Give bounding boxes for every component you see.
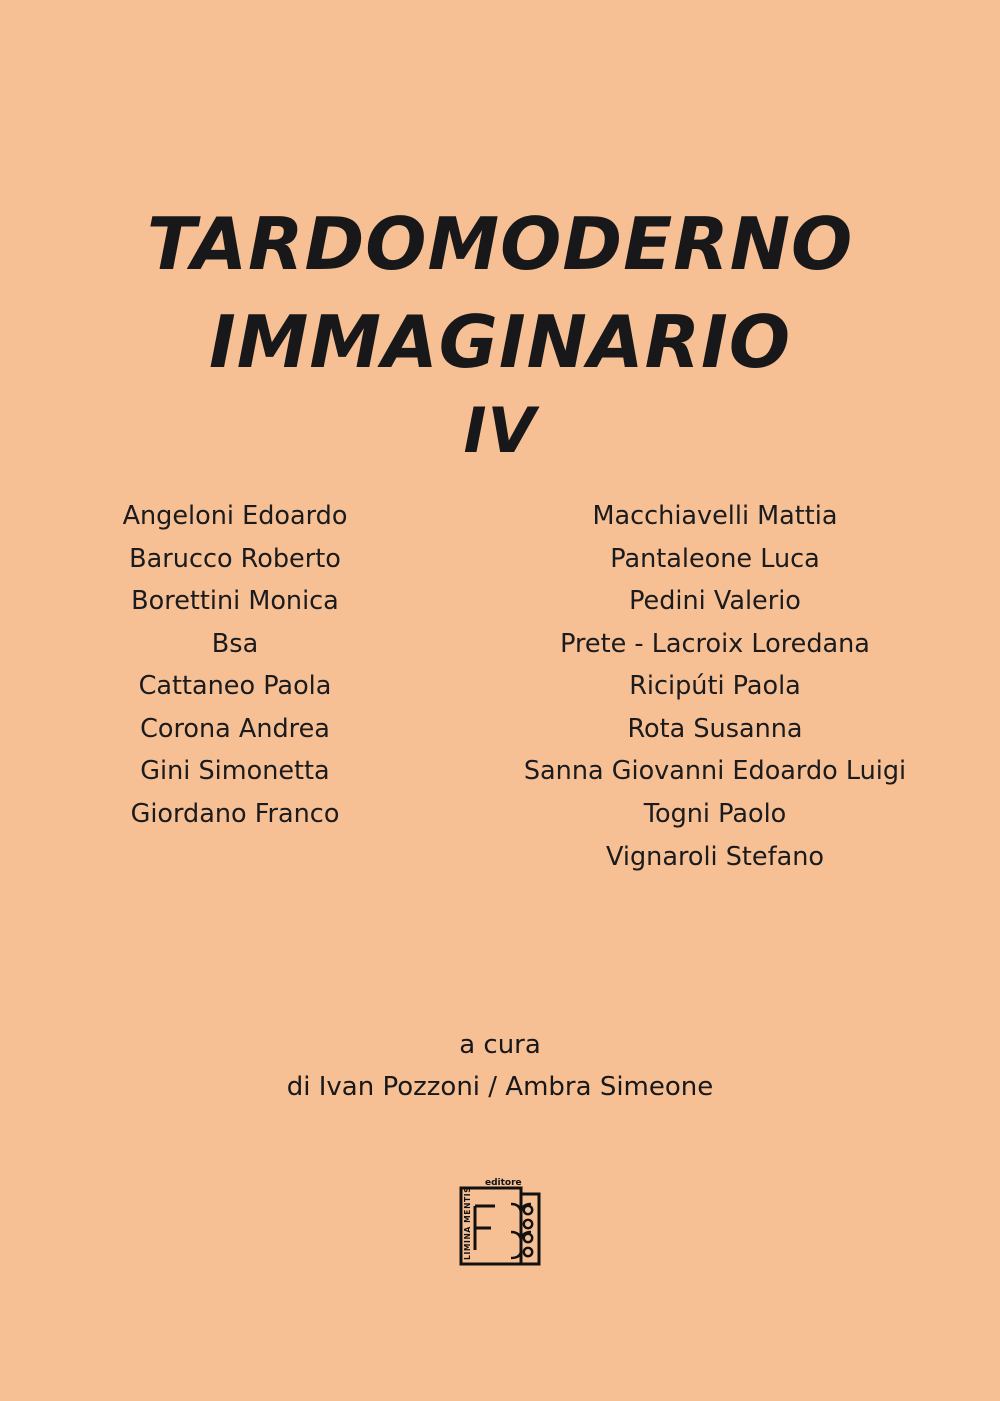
contributors-list — [0, 495, 1000, 878]
list-item: Ricipúti Paola — [629, 671, 801, 702]
title-volume-number: IV — [463, 393, 537, 467]
title-line-1: TARDOMODERNO — [146, 202, 854, 286]
contributors-column-left — [25, 495, 455, 836]
list-item: Corona Andrea — [140, 713, 330, 744]
list-item: Barucco Roberto — [129, 543, 341, 574]
list-item: Pantaleone Luca — [610, 543, 820, 574]
svg-text:LIMINA MENTIS: LIMINA MENTIS — [463, 1186, 472, 1260]
list-item: Gini Simonetta — [140, 756, 330, 787]
limina-mentis-editore-logo-icon — [449, 1172, 551, 1272]
list-item: Vignaroli Stefano — [606, 841, 824, 872]
contributors-column-right — [455, 495, 975, 878]
editors-credit — [0, 1025, 1000, 1108]
editors-credit-line-1: a cura — [459, 1030, 541, 1060]
list-item: Angeloni Edoardo — [122, 501, 348, 531]
list-item: Cattaneo Paola — [138, 671, 332, 702]
title-line-2: IMMAGINARIO — [208, 299, 792, 384]
list-item: Rota Susanna — [627, 713, 803, 744]
svg-text:editore: editore — [485, 1178, 522, 1188]
list-item: Pedini Valerio — [629, 586, 801, 617]
list-item: Macchiavelli Mattia — [592, 501, 838, 531]
editors-credit-line-2: di Ivan Pozzoni / Ambra Simeone — [286, 1071, 714, 1102]
list-item: Sanna Giovanni Edoardo Luigi — [523, 756, 907, 787]
list-item: Borettini Monica — [131, 586, 339, 617]
list-item: Giordano Franco — [130, 799, 340, 830]
list-item: Togni Paolo — [643, 799, 787, 830]
page-title — [0, 196, 1000, 469]
publisher-logo-area — [0, 1172, 1000, 1272]
list-item: Bsa — [211, 628, 259, 659]
list-item: Prete - Lacroix Loredana — [560, 628, 870, 659]
